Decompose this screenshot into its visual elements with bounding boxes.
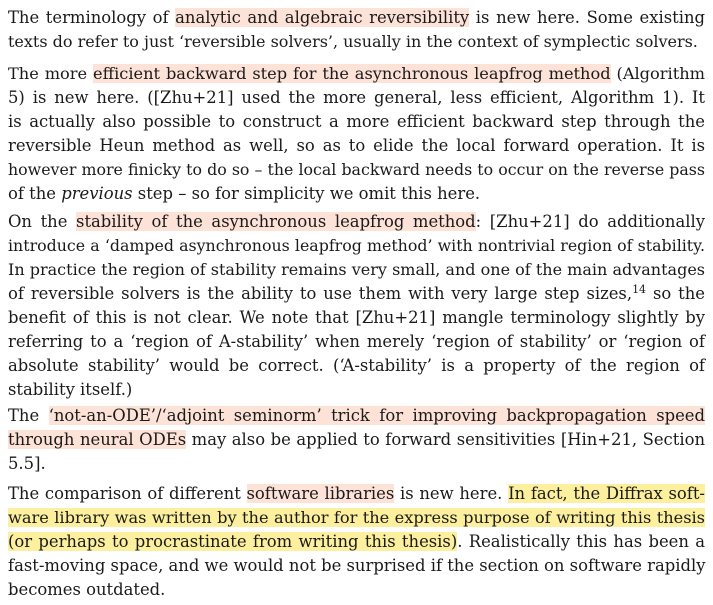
text-line: In practice the region of stability remains very small, and one of the main advantages bbox=[8, 260, 705, 279]
text-line: benefit of this is not clear. We note that [Zhu+21] mangle terminology slightly by bbox=[8, 308, 705, 327]
highlight: analytic and algebraic reversibility bbox=[175, 8, 470, 27]
text-line: The terminology of analytic and algebraic reversibility is new here. Some existing bbox=[8, 8, 706, 27]
text-line: introduce a ‘damped asynchronous leapfrog method’ with nontrivial region of stability. bbox=[8, 236, 705, 255]
text-line bbox=[8, 506, 705, 530]
text-line: texts do refer to just ‘reversible solvers’, usually in the context of symplectic solvers. bbox=[8, 32, 698, 51]
text-line: 5) is new here. ([Zhu+21] used the more general, less efficient, Algorithm 1). It bbox=[8, 88, 705, 107]
paragraph-stability bbox=[8, 210, 705, 402]
text-line: absolute stability’ would be correct. (‘A-stability’ is a property of the region of bbox=[8, 356, 705, 375]
highlight-yellow: (or perhaps to procrastinate from writing this thesis) bbox=[8, 532, 458, 551]
paragraph-adjoint-seminorm bbox=[8, 404, 705, 476]
text-line: of the previous step – so for simplicity we omit this here. bbox=[8, 184, 481, 203]
highlight-yellow: ware library was written by the author for the express purpose of writing this thesis bbox=[8, 508, 705, 527]
footnote-marker: 14 bbox=[632, 283, 647, 296]
paragraph-backward-step bbox=[8, 62, 705, 206]
text-line: The ‘not-an-ODE’/‘adjoint seminorm’ trick for improving backpropagation speed bbox=[8, 406, 706, 425]
paragraph-software-libraries bbox=[8, 482, 705, 602]
highlight: software libraries bbox=[246, 484, 395, 503]
text-line: 5.5]. bbox=[8, 454, 46, 473]
text-line: referring to a ‘region of A-stability’ when merely ‘region of stability’ or ‘region of bbox=[8, 332, 705, 351]
text-line: (or perhaps to procrastinate from writing this thesis). Realistically this has been a bbox=[8, 532, 705, 551]
highlight: stability of the asynchronous leapfrog method bbox=[76, 212, 476, 231]
text-line: fast-moving space, and we would not be surprised if the section on software rapidly bbox=[8, 556, 706, 575]
text-line: On the stability of the asynchronous leapfrog method: [Zhu+21] do additionally bbox=[8, 212, 705, 231]
text-line: reversible Heun method as well, so as to elide the local forward operation. It is bbox=[8, 136, 705, 155]
text-line: through neural ODEs may also be applied to forward sensitivities [Hin+21, Section bbox=[8, 430, 705, 449]
paragraph-terminology bbox=[8, 6, 705, 54]
highlight-yellow: In fact, the Diffrax soft- bbox=[508, 484, 705, 503]
text-line: becomes outdated. bbox=[8, 580, 166, 599]
text-line: The comparison of different software libraries is new here. In fact, the Diffrax soft- bbox=[8, 484, 705, 503]
text-line: is actually also possible to construct a more efficient backward step through the bbox=[8, 112, 705, 131]
text-line: however more finicky to do so – the local backward needs to occur on the reverse pass bbox=[8, 160, 705, 179]
highlight: efficient backward step for the asynchronous leapfrog method bbox=[93, 64, 611, 83]
text-line: The more efficient backward step for the asynchronous leapfrog method (Algorithm bbox=[8, 64, 705, 83]
highlight: through neural ODEs bbox=[8, 430, 187, 449]
highlight: ‘not-an-ODE’/‘adjoint seminorm’ trick for improving backpropagation speed bbox=[48, 406, 706, 425]
text-line: stability itself.) bbox=[8, 380, 133, 399]
emphasis: previous bbox=[61, 184, 133, 203]
text-line: of reversible solvers is the ability to use them with very large step sizes,$^{14}$ so the bbox=[8, 283, 706, 303]
